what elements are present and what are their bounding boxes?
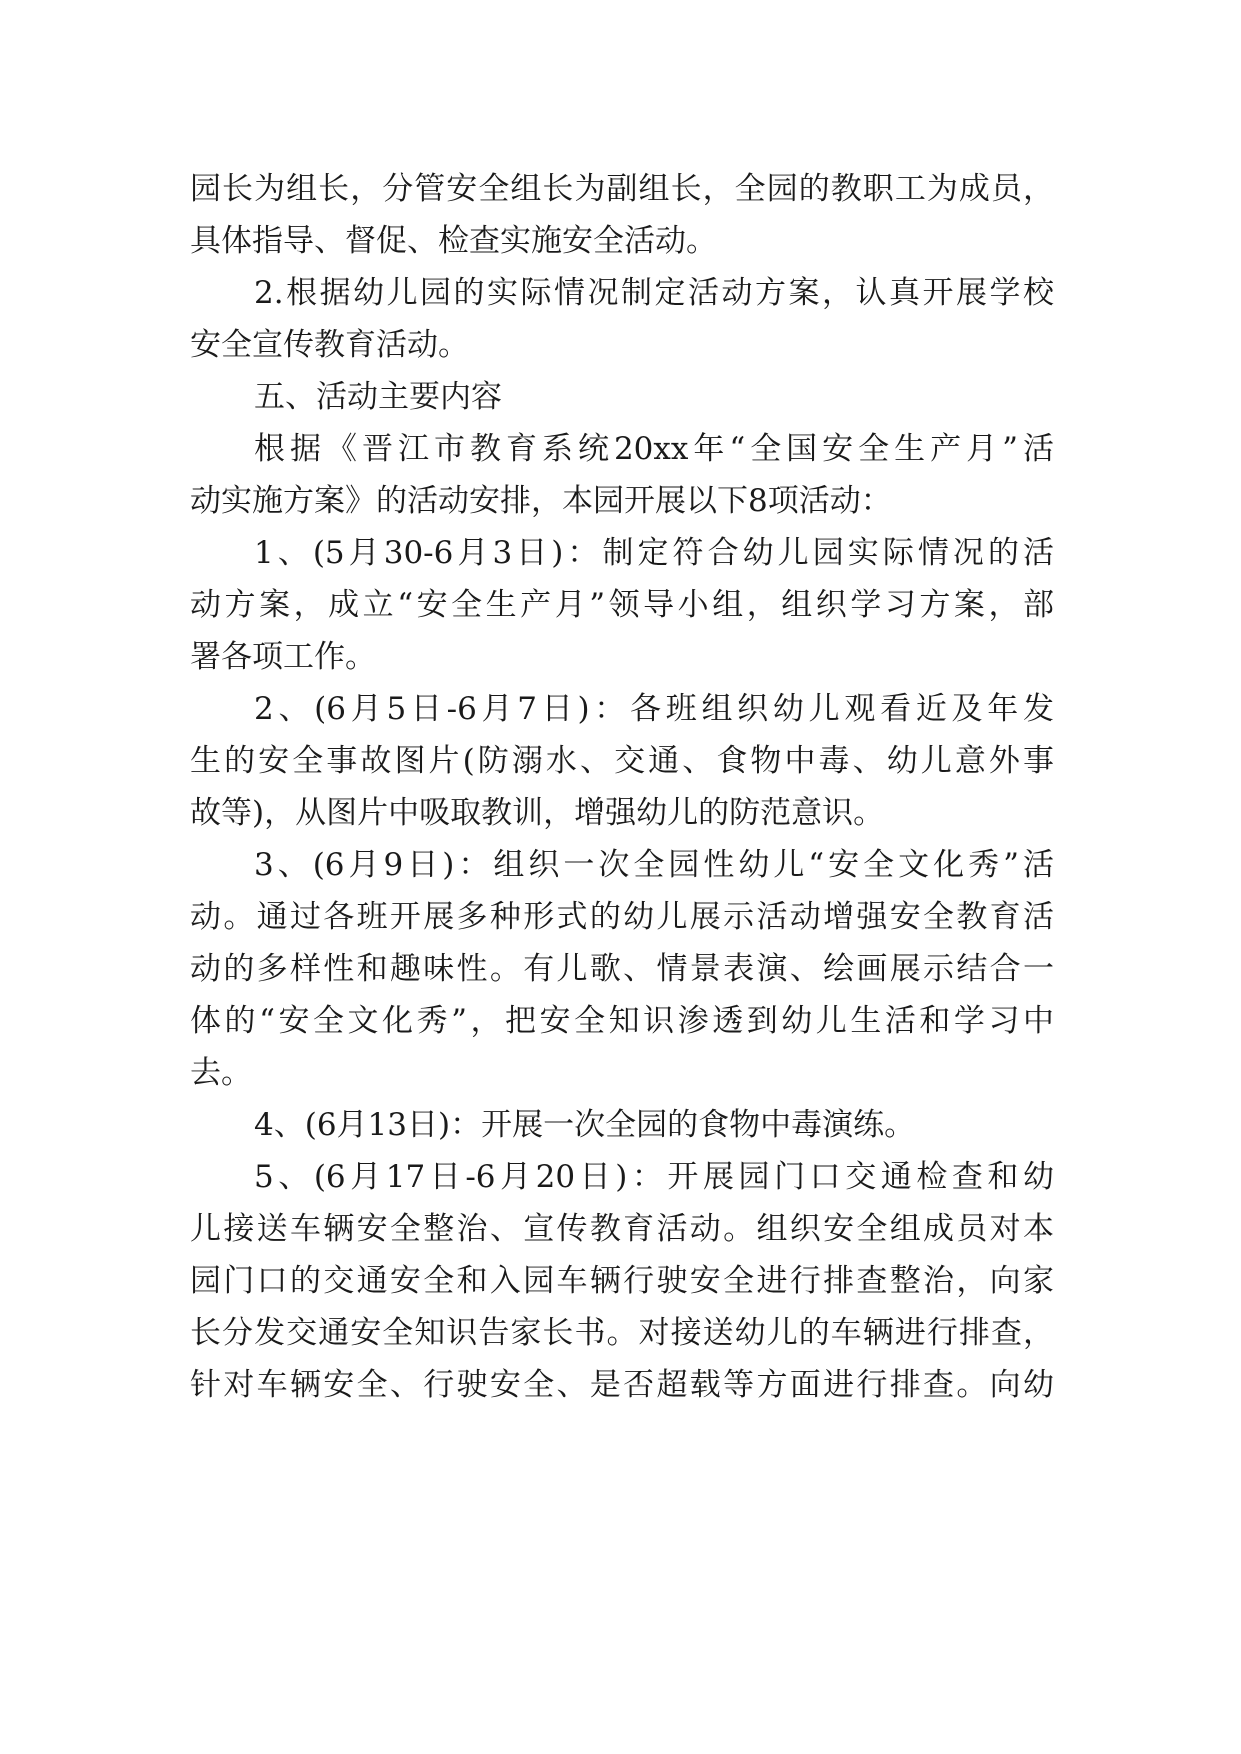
- section-heading: 五、活动主要内容: [254, 379, 502, 415]
- text-line: 体的“安全文化秀”，把安全知识渗透到幼儿生活和学习中: [190, 1003, 1054, 1039]
- text-line: 生的安全事故图片(防溺水、交通、食物中毒、幼儿意外事: [190, 743, 1054, 779]
- text-line: 动的多样性和趣味性。有儿歌、情景表演、绘画展示结合一: [190, 951, 1054, 987]
- text-line: 动。通过各班开展多种形式的幼儿展示活动增强安全教育活: [190, 899, 1054, 935]
- text-line: 5、(6月17日-6月20日)：开展园门口交通检查和幼: [254, 1159, 1054, 1195]
- text-line: 具体指导、督促、检查实施安全活动。: [190, 223, 717, 259]
- text-line: 2、(6月5日-6月7日)：各班组织幼儿观看近及年发: [254, 691, 1054, 727]
- text-line: 针对车辆安全、行驶安全、是否超载等方面进行排查。向幼: [190, 1367, 1054, 1403]
- text-line: 动实施方案》的活动安排，本园开展以下8项活动：: [190, 483, 892, 519]
- text-line: 根据《晋江市教育系统20xx年“全国安全生产月”活: [254, 431, 1054, 467]
- text-line: 3、(6月9日)：组织一次全园性幼儿“安全文化秀”活: [254, 847, 1054, 883]
- text-line: 1、(5月30-6月3日)：制定符合幼儿园实际情况的活: [254, 535, 1054, 571]
- text-line: 长分发交通安全知识告家长书。对接送幼儿的车辆进行排查，: [190, 1315, 1054, 1351]
- text-line: 儿接送车辆安全整治、宣传教育活动。组织安全组成员对本: [190, 1211, 1054, 1247]
- text-line: 安全宣传教育活动。: [190, 327, 469, 363]
- text-line: 2.根据幼儿园的实际情况制定活动方案，认真开展学校: [254, 275, 1054, 311]
- text-line: 去。: [190, 1055, 252, 1091]
- text-line: 4、(6月13日)：开展一次全园的食物中毒演练。: [254, 1107, 916, 1143]
- text-line: 园长为组长，分管安全组长为副组长，全园的教职工为成员，: [190, 171, 1054, 207]
- text-line: 动方案，成立“安全生产月”领导小组，组织学习方案，部: [190, 587, 1054, 623]
- text-line: 故等)，从图片中吸取教训，增强幼儿的防范意识。: [190, 795, 885, 831]
- text-line: 园门口的交通安全和入园车辆行驶安全进行排查整治，向家: [190, 1263, 1054, 1299]
- text-line: 署各项工作。: [190, 639, 376, 675]
